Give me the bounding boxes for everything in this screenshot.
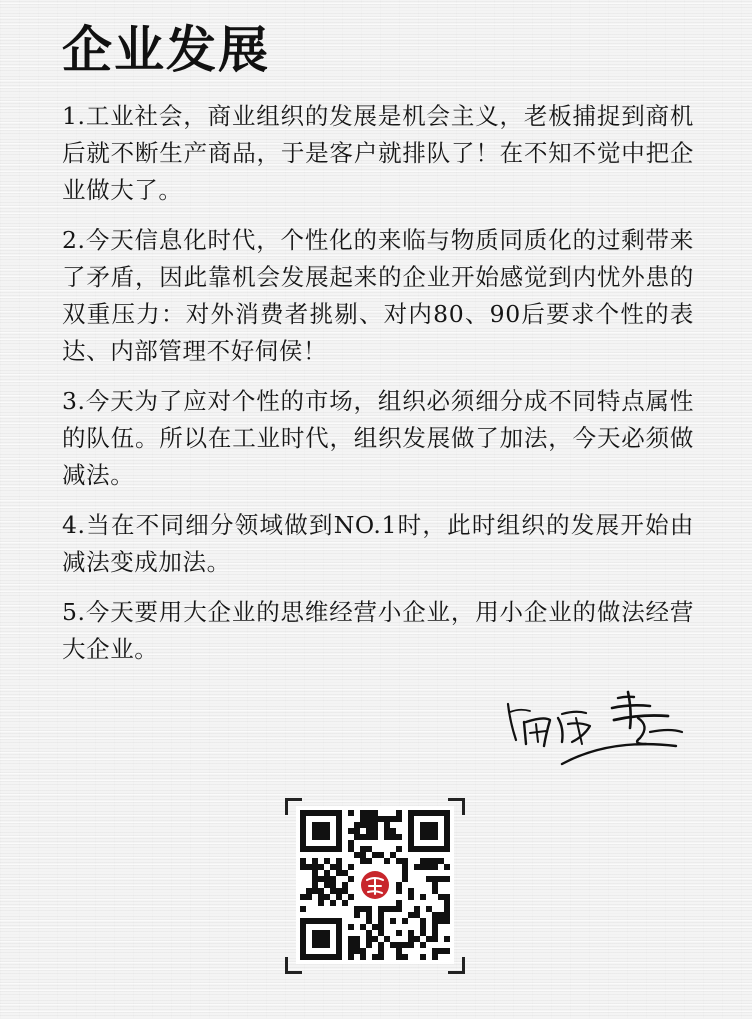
paragraph-4: 4.当在不同细分领域做到NO.1时，此时组织的发展开始由减法变成加法。 (62, 511, 694, 576)
red-seal-logo-icon (359, 869, 391, 901)
paragraph-2: 2.今天信息化时代，个性化的来临与物质同质化的过剩带来了矛盾，因此靠机会发展起来的企业开始感觉到内忧外患的双重压力：对外消费者挑剔、对内80、90后要求个性的表达、内部管理不好伺侯！ (62, 226, 694, 365)
page-title: 企业发展 (62, 21, 270, 79)
qr-code-frame (285, 798, 465, 974)
signature-icon (500, 682, 700, 774)
paragraph-1: 1.工业社会，商业组织的发展是机会主义，老板捕捉到商机后就不断生产商品，于是客户就排队了！在不知不觉中把企业做大了。 (62, 102, 694, 204)
qr-code-icon[interactable] (296, 806, 454, 964)
paragraph-5: 5.今天要用大企业的思维经营小企业，用小企业的做法经营大企业。 (62, 598, 694, 663)
paragraph-3: 3.今天为了应对个性的市场，组织必须细分成不同特点属性的队伍。所以在工业时代，组织发展做了加法，今天必须做减法。 (62, 387, 694, 489)
article-body (62, 98, 694, 681)
